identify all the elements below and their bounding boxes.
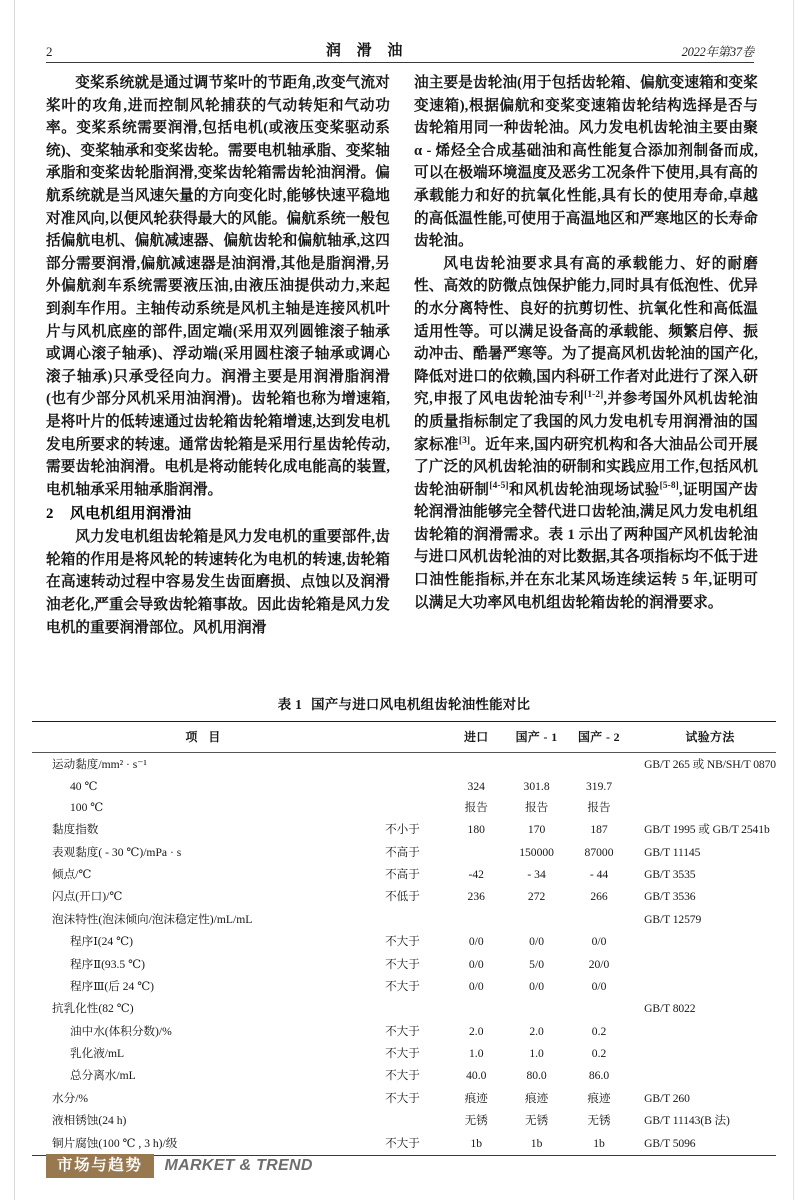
cell-imported: 0/0 xyxy=(468,979,484,993)
cell-imported: 324 xyxy=(467,779,485,793)
cell-domestic-2: 无锈 xyxy=(587,1114,611,1128)
table-header-row xyxy=(32,722,776,753)
cell-method xyxy=(630,775,776,795)
cell-domestic-2 xyxy=(568,997,630,1019)
page-edge-left-rule xyxy=(14,0,15,1200)
cell-limit: 不大于 xyxy=(385,979,420,993)
performance-table-block xyxy=(32,694,776,1156)
cell-imported: 236 xyxy=(467,890,485,904)
cell-domestic-1: 301.8 xyxy=(523,779,550,793)
cell-item: 油中水(体积分数)/% xyxy=(70,1024,172,1038)
cell-domestic-2: 1b xyxy=(568,1131,630,1155)
cell-item: 泡沫特性(泡沫倾向/泡沫稳定性)/mL/mL xyxy=(52,912,253,926)
paragraph-left-2: 风力发电机组齿轮箱是风力发电机的重要部件,齿轮箱的作用是将风轮的转速转化为电机的转速,齿轮箱在高速转动过程中容易发生齿面磨损、点蚀以及润滑油老化,严重会导致齿轮箱事故。因此齿轮箱是风力发电机的重要润滑部位。风机用润滑 xyxy=(46,529,390,636)
column-header-domestic-1: 国产 - 1 xyxy=(505,722,568,753)
cell-imported xyxy=(447,841,505,863)
table-row xyxy=(32,952,776,974)
cell-imported: 痕迹 xyxy=(464,1091,488,1105)
cell-domestic-1 xyxy=(505,908,568,930)
cell-method: GB/T 8022 xyxy=(644,1002,696,1016)
paragraph-right-2-seg5: ,证明国产齿轮润滑油能够完全替代进口齿轮油,满足风力发电机组齿轮箱的润滑需求。表 1 示出了两种国产风机齿轮油与进口风机齿轮油的对比数据,其各项指标均不低于进口油性能指标,并在东北某风场连续运转 5 年,证明可以满足大功率风电机组齿轮箱齿轮的润滑要求。 xyxy=(414,481,758,611)
cell-item: 乳化液/mL xyxy=(70,1047,125,1061)
cell-domestic-1: 272 xyxy=(527,890,546,904)
cell-item: 程序Ⅱ(93.5 ℃) xyxy=(70,957,145,971)
cell-limit: 不小于 xyxy=(385,823,420,837)
paragraph-left-1: 变桨系统就是通过调节桨叶的节距角,改变气流对桨叶的攻角,进而控制风轮捕获的气动转矩和气动功率。变桨系统需要润滑,包括电机(或液压变桨驱动系统)、变桨轴承和变桨齿轮。需要电机轴承脂、变桨轴承脂和变桨齿轮脂润滑,变桨齿轮箱需齿轮油润滑。偏航系统就是当风速矢量的方向变化时,能够快速平稳地对准风向,以便风轮获得最大的风能。偏航系统一般包括偏航电机、偏航减速器、偏航齿轮和偏航轴承,这四部分需要润滑,偏航减速器是油润滑,其他是脂润滑,另外偏航刹车系统需要液压油,由液压油提供动力,来起到刹车作用。主轴传动系统是风机主轴是连接风机叶片与风机底座的部件,固定端(采用双列圆锥滚子轴承或调心滚子轴承)、浮动端(采用圆柱滚子轴承或调心滚子轴承)只承受径向力。润滑主要是用润滑脂润滑(也有少部分风机采用油润滑)。齿轮箱也称为增速箱,是将叶片的低转速通过齿轮箱齿轮箱增速,达到发电机发电所要求的转速。通常齿轮箱是采用行星齿轮传动,需要齿轮油润滑。电机是将动能转化成电能高的装置,电机轴承采用轴承脂润滑。 xyxy=(46,75,390,498)
section-number: 2 xyxy=(46,506,54,523)
cell-domestic-2: - 44 xyxy=(589,868,609,882)
cell-imported: 0/0 xyxy=(468,935,484,949)
cell-imported: 报告 xyxy=(464,800,488,814)
cell-domestic-2: 0/0 xyxy=(591,935,607,949)
table-row xyxy=(32,1109,776,1131)
column-header-item: 项 目 xyxy=(32,722,358,753)
cell-limit xyxy=(358,753,448,776)
cell-domestic-1 xyxy=(505,997,568,1019)
cell-limit: 不大于 xyxy=(385,1024,420,1038)
cell-item: 程序Ⅲ(后 24 ℃) xyxy=(70,979,155,993)
cell-domestic-2: 86.0 xyxy=(588,1069,610,1083)
cell-domestic-1: 痕迹 xyxy=(524,1091,549,1105)
column-header-imported: 进口 xyxy=(447,722,505,753)
cell-imported: 0/0 xyxy=(468,957,484,971)
running-header xyxy=(46,32,754,60)
cell-domestic-2: 20/0 xyxy=(588,957,610,971)
cell-limit xyxy=(358,775,448,795)
cell-item: 抗乳化性(82 ℃) xyxy=(52,1002,134,1016)
cell-method xyxy=(630,1064,776,1086)
cell-domestic-1: 0/0 xyxy=(529,935,544,949)
cell-domestic-2 xyxy=(568,753,630,776)
cell-method xyxy=(630,930,776,952)
header-divider xyxy=(46,62,754,63)
column-header-method: 试验方法 xyxy=(630,722,776,753)
table-row xyxy=(32,975,776,997)
cell-method: GB/T 11143(B 法) xyxy=(644,1114,730,1128)
table-caption-number: 表 1 xyxy=(277,697,303,712)
cell-domestic-1 xyxy=(505,753,568,776)
cell-method xyxy=(630,1042,776,1064)
paragraph-right-2-seg2: ,并参考国外风机齿轮油的质量指标制定了我国的风力发电机专用润滑油的国家标准 xyxy=(414,391,759,453)
cell-imported: 1.0 xyxy=(469,1047,484,1061)
cell-limit: 不大于 xyxy=(385,1091,420,1105)
cell-domestic-2: 266 xyxy=(590,890,608,904)
cell-item: 表观黏度( - 30 ℃)/mPa · s xyxy=(52,845,182,859)
cell-imported: -42 xyxy=(468,868,484,882)
cell-domestic-2: 319.7 xyxy=(585,779,613,793)
cell-item: 总分离水/mL xyxy=(70,1069,136,1083)
cell-method: GB/T 1995 或 GB/T 2541b xyxy=(644,823,770,837)
table-row xyxy=(32,863,776,885)
cell-domestic-1: - 34 xyxy=(527,868,546,882)
cell-method xyxy=(630,796,776,818)
cell-limit xyxy=(358,997,448,1019)
cell-domestic-1: 5/0 xyxy=(529,957,544,971)
table-row xyxy=(32,1087,776,1109)
cell-domestic-2: 痕迹 xyxy=(587,1091,611,1105)
cell-method: GB/T 260 xyxy=(644,1091,690,1105)
paragraph-right-2-seg4: 和风机齿轮油现场试验 xyxy=(508,481,660,498)
table-caption xyxy=(32,694,776,713)
cell-imported: 无锈 xyxy=(464,1114,488,1128)
cell-limit: 不大于 xyxy=(385,957,420,971)
cell-method: GB/T 3536 xyxy=(644,890,696,904)
article-body xyxy=(46,72,758,639)
reference-marker-4: [5-8] xyxy=(659,480,679,491)
cell-limit xyxy=(358,1109,448,1131)
cell-domestic-2: 0.2 xyxy=(591,1047,607,1061)
cell-domestic-2 xyxy=(568,908,630,930)
cell-method xyxy=(630,1020,776,1042)
cell-domestic-1: 150000 xyxy=(519,845,554,859)
cell-limit: 不大于 xyxy=(385,935,420,949)
paragraph-right-2-seg3: 。近年来,国内研究机构和各大油品公司开展了广泛的风机齿轮油的研制和实践应用工作,包括风机齿轮油研制 xyxy=(414,436,758,498)
cell-imported: 1b xyxy=(447,1131,505,1155)
cell-item: 铜片腐蚀(100 ℃ , 3 h)/级 xyxy=(32,1131,358,1155)
cell-method xyxy=(630,952,776,974)
table-row xyxy=(32,997,776,1019)
cell-limit: 不大于 xyxy=(358,1131,448,1155)
cell-limit: 不大于 xyxy=(385,1047,420,1061)
cell-domestic-1: 0/0 xyxy=(529,979,544,993)
cell-imported xyxy=(447,753,505,776)
section-title: 风电机组用润滑油 xyxy=(70,506,192,523)
footer-badge-cn: 市场与趋势 xyxy=(46,1154,154,1179)
reference-marker-2: [3] xyxy=(458,435,471,446)
paragraph-right-2-seg1: 风电齿轮油要求具有高的承载能力、好的耐磨性、高效的防微点蚀保护能力,同时具有低泡性、优异的水分离特性、良好的抗剪切性、抗氧化性和高低温适用性等。可以满足设备高的承载能、频繁启停、振动冲击、酷暑严寒等。为了提高风机齿轮油的国产化,降低对进口的依赖,国内科研工作者对此进行了深入研究,申报了风电齿轮油专利 xyxy=(414,255,758,408)
cell-imported: 40.0 xyxy=(466,1069,487,1083)
cell-item: 黏度指数 xyxy=(52,823,99,837)
cell-item: 100 ℃ xyxy=(70,800,104,814)
section-heading xyxy=(46,503,390,526)
table-caption-text: 国产与进口风电机组齿轮油性能对比 xyxy=(311,697,531,712)
cell-limit: 不高于 xyxy=(385,868,420,882)
page-number: 2 xyxy=(46,44,53,59)
cell-method xyxy=(630,975,776,997)
cell-limit: 不高于 xyxy=(385,845,420,859)
cell-domestic-2: 0.2 xyxy=(591,1024,607,1038)
cell-domestic-1: 1.0 xyxy=(529,1047,544,1061)
table-row xyxy=(32,930,776,952)
table-row xyxy=(32,796,776,818)
cell-limit: 不低于 xyxy=(385,890,420,904)
table-row xyxy=(32,1042,776,1064)
cell-domestic-1: 170 xyxy=(527,823,546,837)
cell-item: 倾点/℃ xyxy=(52,868,92,882)
cell-method: GB/T 12579 xyxy=(644,912,702,926)
cell-item: 程序Ⅰ(24 ℃) xyxy=(70,935,133,949)
journal-title: 润 滑 油 xyxy=(325,43,409,59)
cell-domestic-1: 2.0 xyxy=(529,1024,544,1038)
paragraph-right-2 xyxy=(414,253,758,615)
table-row xyxy=(32,885,776,907)
table-body xyxy=(32,753,776,1156)
cell-domestic-1: 1b xyxy=(505,1131,568,1155)
cell-domestic-2: 187 xyxy=(590,823,608,837)
table-header xyxy=(32,722,776,753)
reference-marker-3: [4-5] xyxy=(489,480,509,491)
column-header-domestic-2: 国产 - 2 xyxy=(568,722,630,753)
cell-domestic-1: 报告 xyxy=(524,800,549,814)
right-column xyxy=(414,72,758,639)
cell-method: GB/T 5096 xyxy=(630,1131,776,1155)
paragraph-right-1: 油主要是齿轮油(用于包括齿轮箱、偏航变速箱和变桨变速箱),根据偏航和变桨变速箱齿轮结构选择是否与齿轮箱用同一种齿轮油。风力发电机齿轮油主要由聚 α - 烯烃全合成基础油和高性能复合添加剂制备而成,可以在极端环境温度及恶劣工况条件下使用,具有高的承载能力和好的抗氧化性能,具有长的使用寿命,卓越的高低温性能,可使用于高温地区和严寒地区的长寿命齿轮油。 xyxy=(414,75,758,250)
table-row xyxy=(32,753,776,776)
cell-item: 闪点(开口)/℃ xyxy=(52,890,123,904)
cell-domestic-1: 80.0 xyxy=(526,1069,547,1083)
table-row xyxy=(32,1020,776,1042)
cell-item: 40 ℃ xyxy=(70,779,98,793)
cell-imported xyxy=(447,997,505,1019)
footer-badge-en: MARKET & TREND xyxy=(164,1156,313,1174)
cell-method: GB/T 265 或 NB/SH/T 0870 xyxy=(644,758,776,772)
table-row xyxy=(32,775,776,795)
performance-comparison-table xyxy=(32,721,776,1156)
cell-method: GB/T 11145 xyxy=(644,845,701,859)
cell-domestic-2: 0/0 xyxy=(591,979,607,993)
cell-limit xyxy=(358,796,448,818)
table-row xyxy=(32,818,776,840)
page-edge-right-rule xyxy=(793,0,794,1200)
table-row xyxy=(32,841,776,863)
cell-imported: 180 xyxy=(467,823,485,837)
table-row xyxy=(32,908,776,930)
cell-domestic-2: 87000 xyxy=(584,845,614,859)
cell-item: 水分/% xyxy=(52,1091,89,1105)
cell-method: GB/T 3535 xyxy=(644,868,696,882)
cell-item: 运动黏度/mm² · s⁻¹ xyxy=(52,758,147,772)
cell-imported: 2.0 xyxy=(469,1024,484,1038)
table-row xyxy=(32,1131,776,1155)
cell-domestic-1: 无锈 xyxy=(524,1114,549,1128)
volume-info: 2022年第37卷 xyxy=(681,45,754,59)
cell-limit: 不大于 xyxy=(385,1069,420,1083)
cell-domestic-2: 报告 xyxy=(587,800,611,814)
footer-section-badge xyxy=(46,1154,313,1179)
cell-imported xyxy=(447,908,505,930)
cell-item: 液相锈蚀(24 h) xyxy=(52,1114,127,1128)
cell-limit xyxy=(358,908,448,930)
table-row xyxy=(32,1064,776,1086)
reference-marker-1: [1-2] xyxy=(584,390,604,401)
left-column xyxy=(46,72,390,639)
column-header-limit xyxy=(358,722,448,753)
